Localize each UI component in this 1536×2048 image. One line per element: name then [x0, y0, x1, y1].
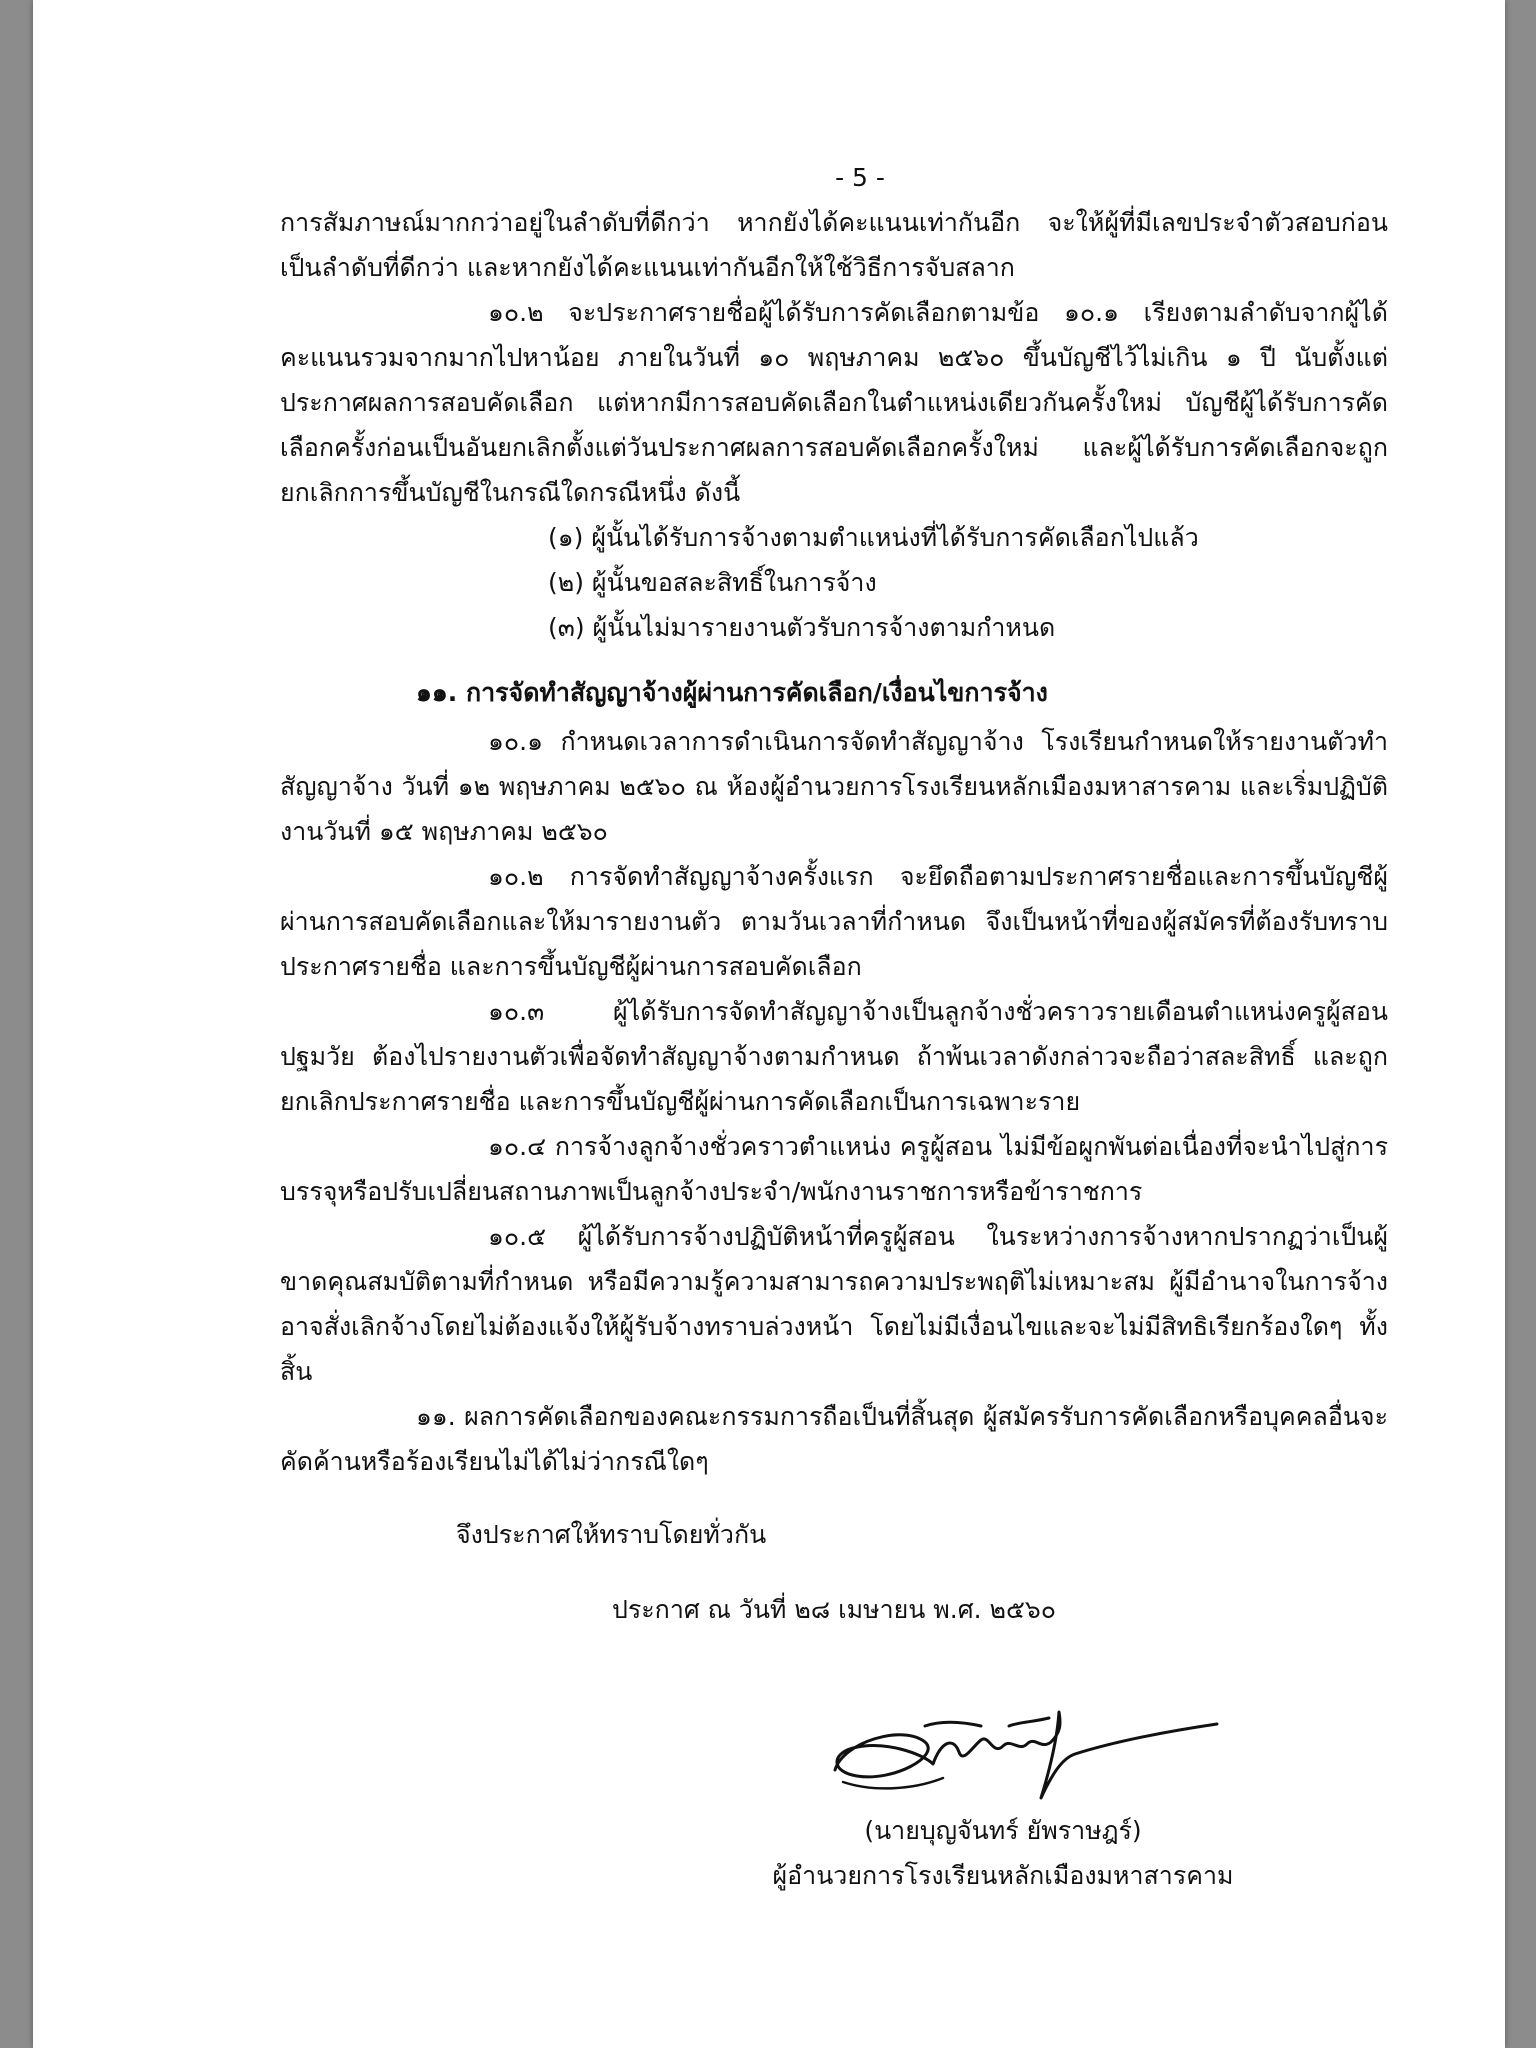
list-item: (๒) ผู้นั้นขอสละสิทธิ์ในการจ้าง — [548, 568, 877, 597]
section-heading-11: ๑๑. การจัดทำสัญญาจ้างผู้ผ่านการคัดเลือก/เงื่อนไขการจ้าง — [416, 678, 1048, 707]
date-line: ประกาศ ณ วันที่ ๒๘ เมษายน พ.ศ. ๒๕๖๐ — [611, 1595, 1057, 1624]
signer-block — [733, 1808, 1273, 1898]
signer-title: ผู้อำนวยการโรงเรียนหลักเมืองมหาสารคาม — [772, 1861, 1234, 1890]
paragraph-contract-10-1: ๑๐.๑ กำหนดเวลาการดำเนินการจัดทำสัญญาจ้าง โรงเรียนกำหนดให้รายงานตัวทำสัญญาจ้าง วันที่ ๑๒ พฤษภาคม ๒๕๖๐ ณ ห้องผู้อำนวยการโรงเรียนหลักเมืองมหาสารคาม และเริ่มปฏิบัติงานวันที่ ๑๕ พฤษภาคม ๒๕๖๐ — [280, 727, 1388, 846]
list-item: (๑) ผู้นั้นได้รับการจ้างตามตำแหน่งที่ได้รับการคัดเลือกไปแล้ว — [548, 523, 1199, 552]
paragraph-11-final: ๑๑. ผลการคัดเลือกของคณะกรรมการถือเป็นที่สิ้นสุด ผู้สมัครรับการคัดเลือกหรือบุคคลอื่นจะคัดค้านหรือร้องเรียนไม่ได้ไม่ว่ากรณีใดๆ — [280, 1402, 1388, 1476]
paragraph-10-2: ๑๐.๒ จะประกาศรายชื่อผู้ได้รับการคัดเลือกตามข้อ ๑๐.๑ เรียงตามลำดับจากผู้ได้คะแนนรวมจากมากไปหาน้อย ภายในวันที่ ๑๐ พฤษภาคม ๒๕๖๐ ขึ้นบัญชีไว้ไม่เกิน ๑ ปี นับตั้งแต่ประกาศผลการสอบคัดเลือก แต่หากมีการสอบคัดเลือกในตำแหน่งเดียวกันครั้งใหม่ บัญชีผู้ได้รับการคัดเลือกครั้งก่อนเป็นอันยกเลิกตั้งแต่วันประกาศผลการสอบคัดเลือกครั้งใหม่ และผู้ได้รับการคัดเลือกจะถูกยกเลิกการขึ้นบัญชีในกรณีใดกรณีหนึ่ง ดังนี้ — [280, 298, 1388, 507]
signature-image — [813, 1702, 1223, 1812]
document-page — [33, 0, 1505, 2048]
paragraph-contract-10-2: ๑๐.๒ การจัดทำสัญญาจ้างครั้งแรก จะยึดถือตามประกาศรายชื่อและการขึ้นบัญชีผู้ผ่านการสอบคัดเลือกและให้มารายงานตัว ตามวันเวลาที่กำหนด จึงเป็นหน้าที่ของผู้สมัครที่ต้องรับทราบประกาศรายชื่อ และการขึ้นบัญชีผู้ผ่านการสอบคัดเลือก — [280, 862, 1388, 981]
closing-line: จึงประกาศให้ทราบโดยทั่วกัน — [456, 1520, 767, 1549]
paragraph-contract-10-5: ๑๐.๕ ผู้ได้รับการจ้างปฏิบัติหน้าที่ครูผู้สอน ในระหว่างการจ้างหากปรากฏว่าเป็นผู้ขาดคุณสมบัติตามที่กำหนด หรือมีความรู้ความสามารถความประพฤติไม่เหมาะสม ผู้มีอำนาจในการจ้างอาจสั่งเลิกจ้างโดยไม่ต้องแจ้งให้ผู้รับจ้างทราบล่วงหน้า โดยไม่มีเงื่อนไขและจะไม่มีสิทธิเรียกร้องใดๆ ทั้งสิ้น — [280, 1222, 1388, 1386]
paragraph-tiebreak: การสัมภาษณ์มากกว่าอยู่ในลำดับที่ดีกว่า หากยังได้คะแนนเท่ากันอีก จะให้ผู้ที่มีเลขประจำตัวสอบก่อน เป็นลำดับที่ดีกว่า และหากยังได้คะแนนเท่ากันอีกให้ใช้วิธีการจับสลาก — [280, 208, 1388, 282]
paragraph-contract-10-4: ๑๐.๔ การจ้างลูกจ้างชั่วคราวตำแหน่ง ครูผู้สอน ไม่มีข้อผูกพันต่อเนื่องที่จะนำไปสู่การบรรจุหรือปรับเปลี่ยนสถานภาพเป็นลูกจ้างประจำ/พนักงานราชการหรือข้าราชการ — [280, 1132, 1388, 1206]
paragraph-contract-10-3: ๑๐.๓ ผู้ได้รับการจัดทำสัญญาจ้างเป็นลูกจ้างชั่วคราวรายเดือนตำแหน่งครูผู้สอนปฐมวัย ต้องไปรายงานตัวเพื่อจัดทำสัญญาจ้างตามกำหนด ถ้าพ้นเวลาดังกล่าวจะถือว่าสละสิทธิ์ และถูกยกเลิกประกาศรายชื่อ และการขึ้นบัญชีผู้ผ่านการคัดเลือกเป็นการเฉพาะราย — [280, 997, 1388, 1116]
document-body — [280, 155, 1388, 1632]
signer-name: (นายบุญจันทร์ ยัพราษฎร์) — [864, 1816, 1142, 1845]
list-item: (๓) ผู้นั้นไม่มารายงานตัวรับการจ้างตามกำหนด — [548, 613, 1056, 642]
page-number: - 5 - — [835, 163, 885, 192]
